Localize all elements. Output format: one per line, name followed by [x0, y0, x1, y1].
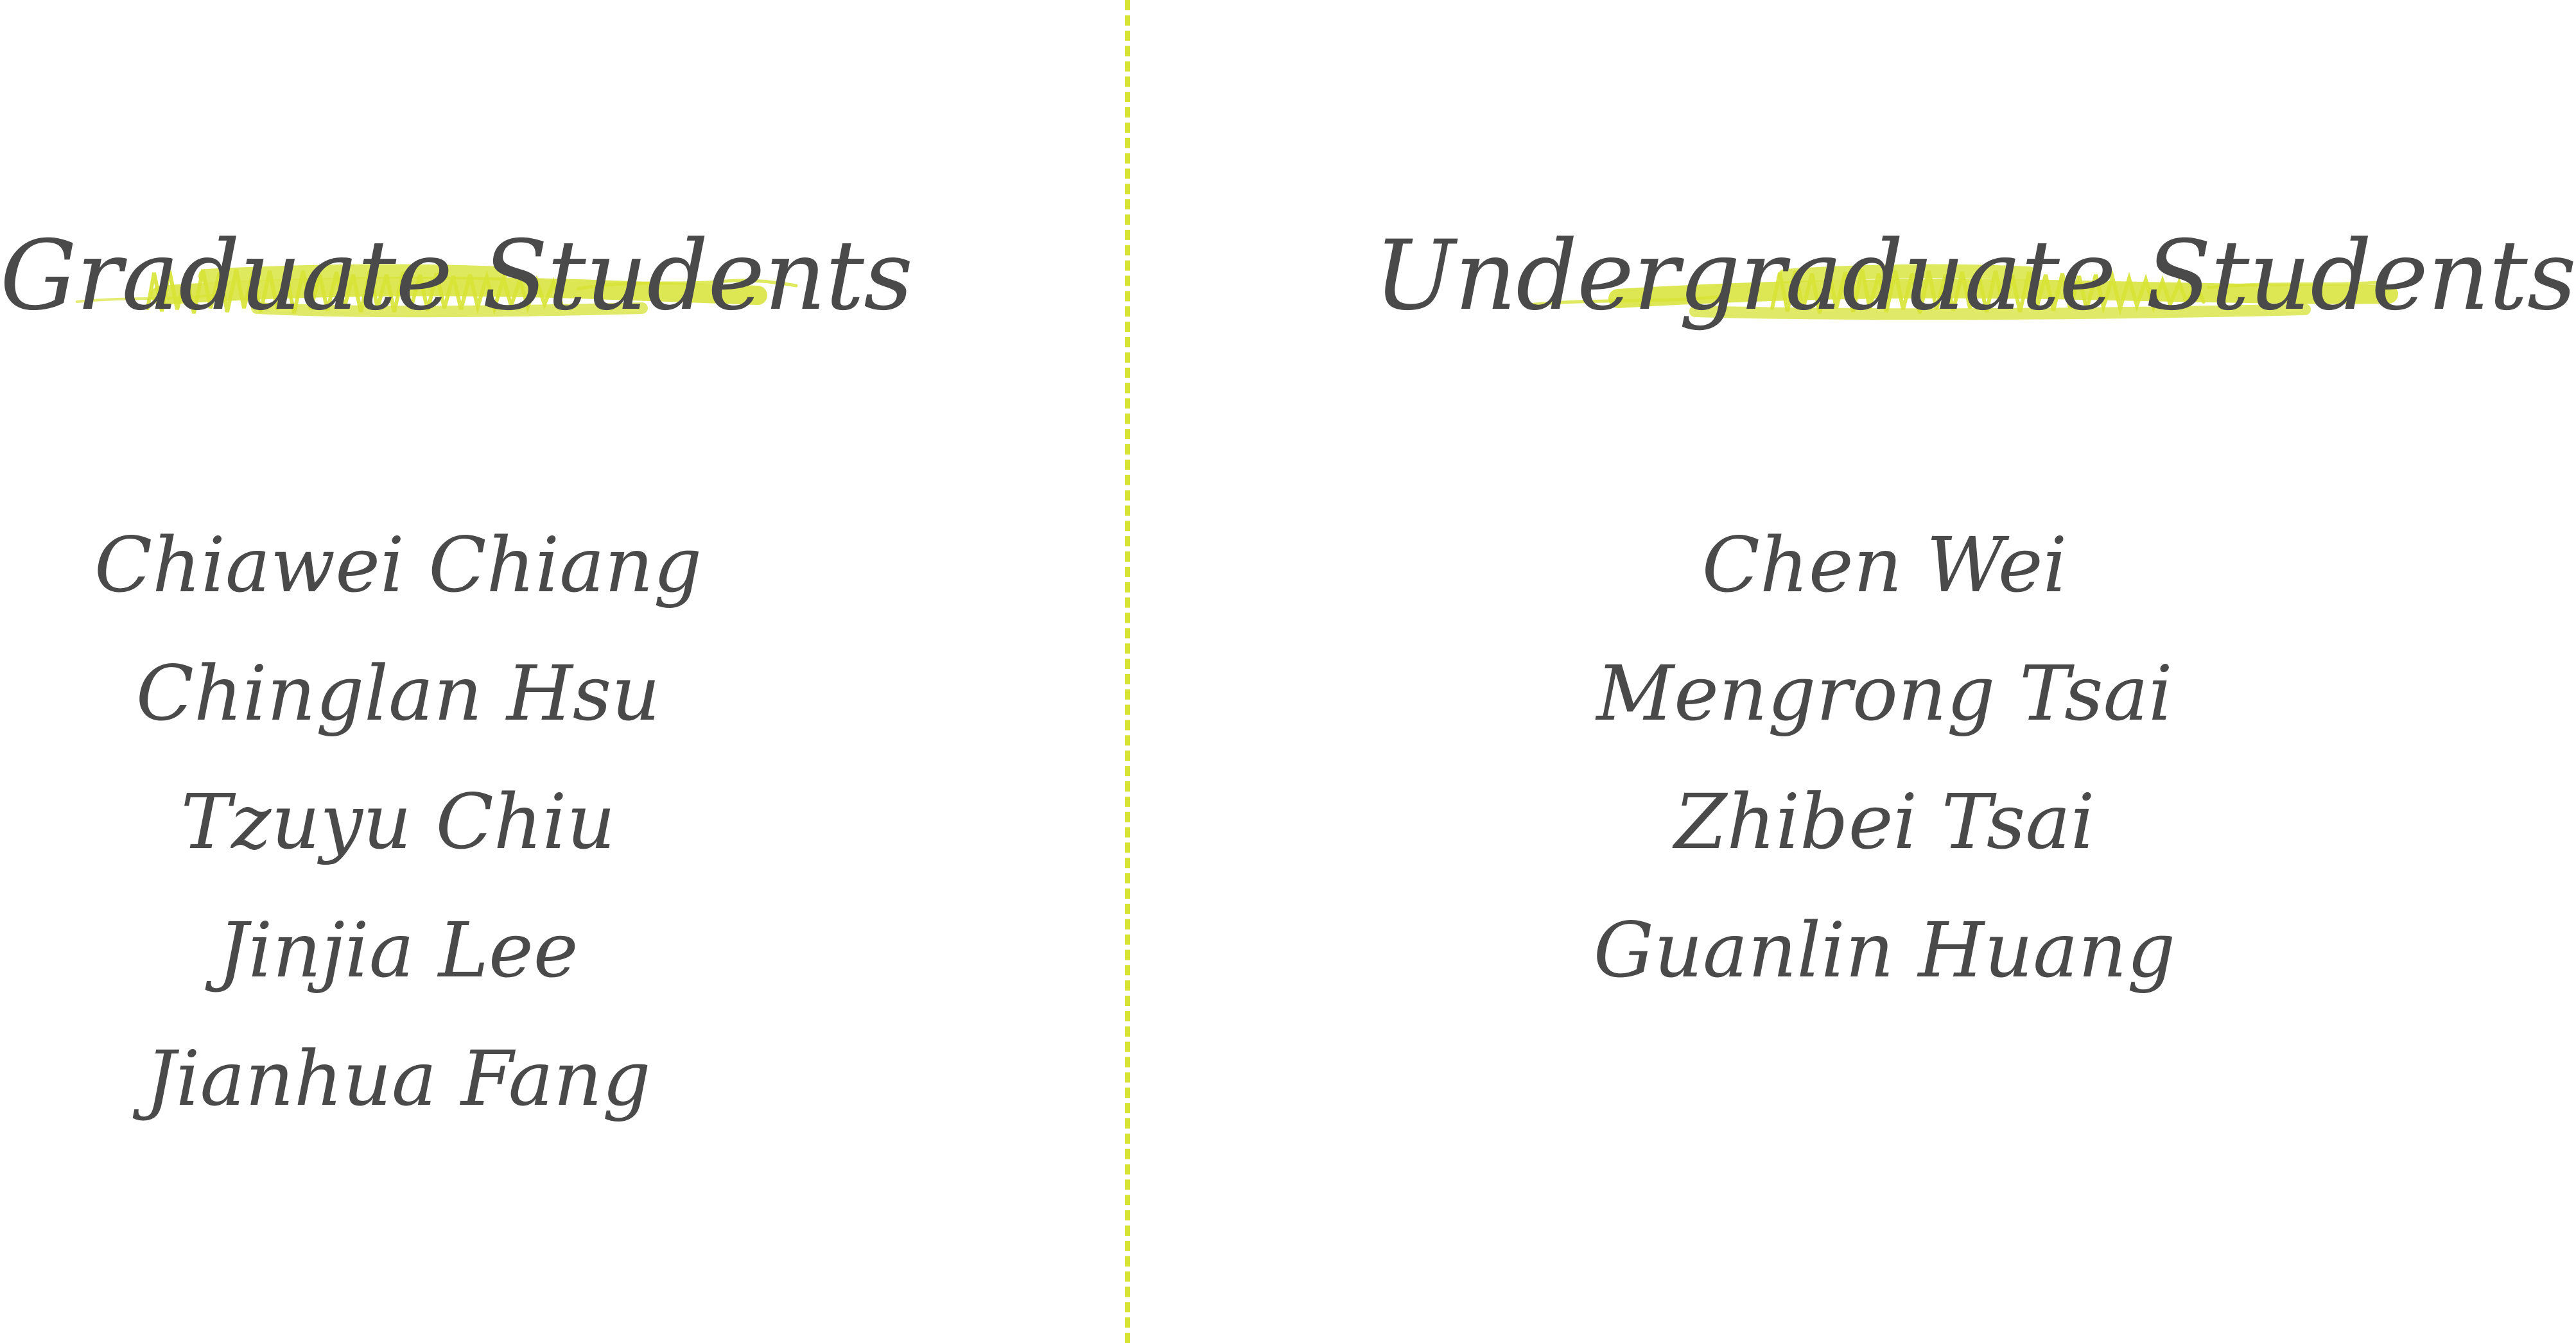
list-item: Chinglan Hsu — [135, 649, 661, 738]
list-item: Tzuyu Chiu — [180, 777, 616, 866]
undergraduate-name-list — [1515, 501, 2254, 1014]
graduate-heading-block — [0, 212, 913, 340]
list-item: Mengrong Tsai — [1596, 649, 2173, 738]
list-item: Jianhua Fang — [145, 1034, 651, 1123]
graduate-heading: Graduate Students — [0, 220, 913, 332]
list-item: Chen Wei — [1701, 521, 2067, 609]
dashed-divider — [1125, 0, 1130, 1343]
list-item: Jinjia Lee — [218, 906, 579, 994]
graduate-column — [0, 0, 1125, 1343]
list-item: Zhibei Tsai — [1674, 777, 2095, 866]
list-item: Chiawei Chiang — [94, 521, 702, 609]
undergraduate-heading-block — [1374, 212, 2576, 340]
graduate-name-list — [71, 501, 726, 1143]
list-item: Guanlin Huang — [1593, 906, 2176, 994]
undergraduate-heading: Undergraduate Students — [1374, 220, 2576, 332]
undergraduate-column — [1130, 0, 2576, 1343]
